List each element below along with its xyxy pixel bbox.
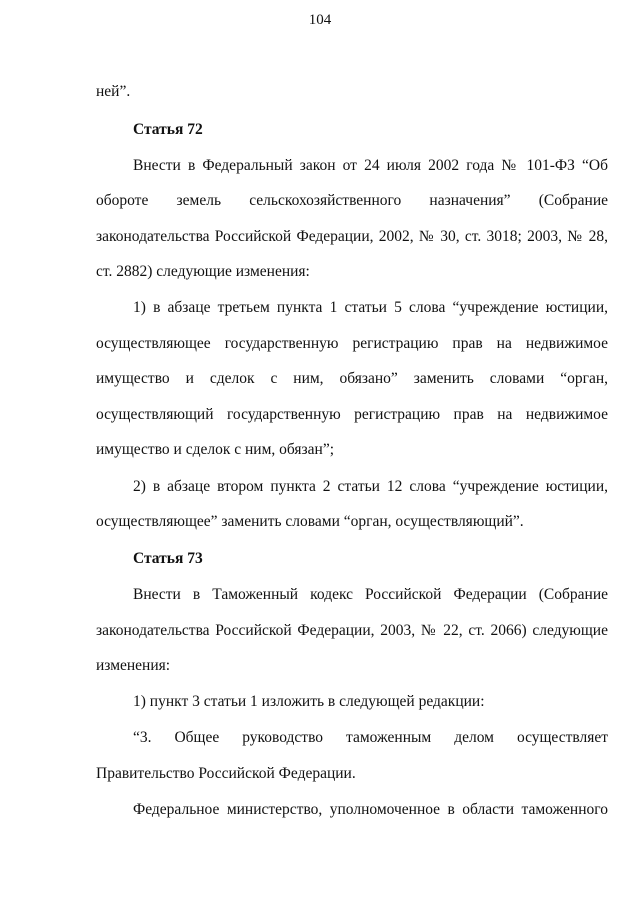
text-line: имущество и сделок с ним, обязано” заменить словами “орган, (96, 370, 608, 387)
text-line: осуществляющий государственную регистрацию прав на недвижимое (96, 406, 608, 423)
text-line: осуществляющее” заменить словами “орган, осуществляющий”. (96, 513, 524, 530)
text-line: Федеральное министерство, уполномоченное в области таможенного (133, 801, 608, 818)
text-line: Внести в Федеральный закон от 24 июля 2002 года № 101-ФЗ “Об (133, 157, 608, 174)
text-line: законодательства Российской Федерации, 2002, № 30, ст. 3018; 2003, № 28, (96, 228, 608, 245)
text-line: 1) в абзаце третьем пункта 1 статьи 5 слова “учреждение юстиции, (133, 299, 608, 316)
text-line: 2) в абзаце втором пункта 2 статьи 12 слова “учреждение юстиции, (133, 478, 608, 495)
text-line: законодательства Российской Федерации, 2003, № 22, ст. 2066) следующие (96, 622, 608, 639)
text-line: обороте земель сельскохозяйственного назначения” (Собрание (96, 192, 608, 209)
article-heading-72: Статья 72 (133, 121, 203, 138)
text-line: Внести в Таможенный кодекс Российской Федерации (Собрание (133, 586, 608, 603)
text-line: изменения: (96, 657, 171, 674)
text-line: ст. 2882) следующие изменения: (96, 263, 310, 280)
text-line: 1) пункт 3 статьи 1 изложить в следующей редакции: (133, 693, 485, 710)
page-number: 104 (308, 12, 332, 28)
article-heading-73: Статья 73 (133, 550, 203, 567)
text-line: Правительство Российской Федерации. (96, 765, 356, 782)
text-line: осуществляющее государственную регистрацию прав на недвижимое (96, 335, 608, 352)
text-line: имущество и сделок с ним, обязан”; (96, 441, 335, 458)
text-line: “3. Общее руководство таможенным делом осуществляет (133, 729, 608, 746)
text-line: ней”. (96, 83, 131, 100)
